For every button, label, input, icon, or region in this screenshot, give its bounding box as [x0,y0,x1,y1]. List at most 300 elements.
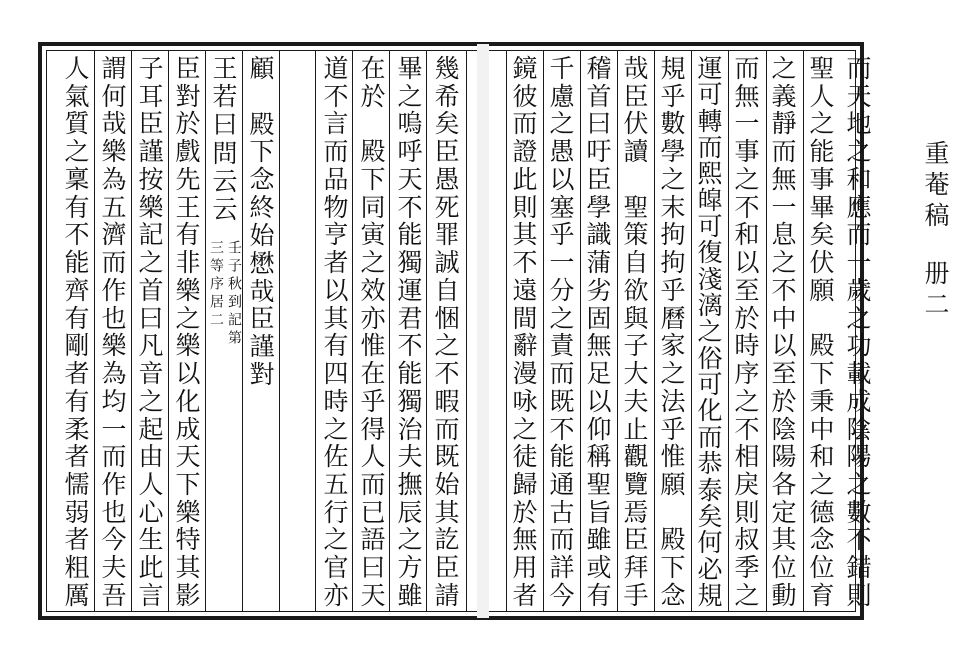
character: 同 [360,192,386,222]
character: 有 [586,580,612,610]
volume-label: 册二 [921,260,950,322]
character: 有 [175,220,201,250]
character: 應 [846,192,872,222]
character: 秉 [809,386,835,416]
character: 殿 [249,109,275,139]
character: 義 [771,81,797,111]
character: 錯 [846,553,872,583]
character: 以 [771,331,797,361]
character: 和 [809,442,835,472]
character: 哉 [101,109,127,139]
character: 大 [623,359,649,389]
character: 能 [809,137,835,167]
character: 樂 [175,331,201,361]
character: 之 [734,386,760,416]
character: 弱 [64,497,90,527]
character: 其 [323,303,349,333]
character: 質 [64,109,90,139]
character: 在 [360,54,386,83]
character: 下 [249,137,275,167]
character: 位 [771,553,797,583]
character: 願 [660,470,686,500]
character: 之 [809,470,835,500]
character: 之 [846,137,872,167]
character: 曰 [212,110,238,140]
character: 稱 [586,442,612,472]
character: 起 [138,414,164,444]
character: 功 [846,331,872,361]
character: 獨 [397,248,423,278]
character: 之 [846,470,872,500]
character: 得 [360,414,386,444]
character: 皡 [697,185,723,215]
text-column [95,56,133,608]
character: 而 [434,414,460,444]
character: 之 [771,248,797,278]
character: 曆 [660,303,686,333]
character: 臣 [249,304,275,334]
character: 稟 [64,164,90,194]
character: 仰 [586,414,612,444]
character: 相 [734,442,760,472]
character: 哉 [249,276,275,306]
character: 而 [734,54,760,83]
character: 夫 [623,386,649,416]
character [245,84,279,109]
character: 臣 [586,164,612,194]
character: 樂 [101,331,127,361]
character: 矣 [434,109,460,139]
character: 於 [360,81,386,111]
character: 也 [101,303,127,333]
character: 漫 [512,359,538,389]
character: 季 [734,553,760,583]
character: 之 [64,137,90,167]
character: 終 [249,193,275,223]
character: 特 [175,525,201,555]
character: 之 [323,414,349,444]
character: 責 [549,331,575,361]
annotation-line: 壬子秋到記第 [226,240,242,348]
character: 與 [623,303,649,333]
character: 之 [771,54,797,83]
character: 以 [323,275,349,305]
character: 首 [138,275,164,305]
character: 乎 [660,414,686,444]
character: 臣 [175,54,201,83]
character: 拘 [660,220,686,250]
character: 其 [175,553,201,583]
character: 聖 [623,192,649,222]
character: 既 [549,386,575,416]
character: 何 [101,81,127,111]
character: 子 [138,54,164,83]
character: 以 [586,386,612,416]
character: 學 [660,137,686,167]
text-column [506,56,544,608]
character: 之 [660,359,686,389]
character: 一 [101,414,127,444]
character: 於 [512,497,538,527]
character: 於 [175,109,201,139]
character: 之 [138,386,164,416]
character: 足 [586,359,612,389]
character: 先 [175,164,201,194]
character: 學 [586,192,612,222]
character: 此 [138,553,164,583]
character: 粗 [64,553,90,583]
character: 為 [101,164,127,194]
character: 官 [323,553,349,583]
character: 曰 [586,109,612,139]
character: 之 [734,164,760,194]
character: 厲 [64,580,90,610]
character: 者 [323,248,349,278]
text-column [243,56,281,387]
character: 請 [434,580,460,610]
character: 能 [397,359,423,389]
character: 者 [64,525,90,555]
character: 念 [249,165,275,195]
character: 可 [697,212,723,242]
character: 自 [434,275,460,305]
character: 殿 [360,137,386,167]
character: 子 [623,331,649,361]
text-column [840,56,878,608]
character: 其 [771,525,797,555]
character: 物 [323,192,349,222]
character: 則 [846,580,872,610]
character: 化 [697,396,723,426]
character: 四 [323,359,349,389]
character: 而 [360,470,386,500]
character: 分 [549,275,575,305]
character: 不 [64,220,90,250]
character: 方 [397,553,423,583]
column-rule [315,50,316,612]
character: 有 [64,303,90,333]
character: 千 [549,54,575,83]
character: 願 [809,275,835,305]
character: 五 [323,470,349,500]
character: 則 [512,192,538,222]
character: 拘 [660,248,686,278]
character: 育 [809,580,835,610]
character: 亦 [323,580,349,610]
character: 始 [249,220,275,250]
character: 殿 [660,525,686,555]
character: 通 [549,470,575,500]
character: 規 [697,580,723,610]
character: 淺 [697,264,723,294]
character: 死 [434,192,460,222]
character: 臣 [623,525,649,555]
character: 旨 [586,497,612,527]
character: 之 [549,109,575,139]
character: 悃 [434,303,460,333]
character: 不 [323,81,349,111]
character: 為 [101,359,127,389]
character: 詳 [549,553,575,583]
character: 識 [586,220,612,250]
character: 在 [360,359,386,389]
character: 有 [323,331,349,361]
character: 言 [323,109,349,139]
column-rule [466,50,467,612]
character: 復 [697,238,723,268]
character: 拜 [623,553,649,583]
character: 動 [771,580,797,610]
character: 或 [586,553,612,583]
character: 暇 [434,386,460,416]
character: 謹 [138,137,164,167]
character: 訖 [434,525,460,555]
character: 始 [434,470,460,500]
character: 臣 [138,109,164,139]
character: 謂 [101,54,127,83]
character: 佐 [323,442,349,472]
character: 泰 [697,475,723,505]
character: 人 [64,54,90,83]
character: 之 [846,303,872,333]
character: 影 [175,580,201,610]
character: 德 [809,497,835,527]
character: 不 [846,525,872,555]
character: 王 [175,192,201,222]
character: 至 [771,359,797,389]
character: 熙 [697,159,723,189]
character: 辭 [512,331,538,361]
character: 辰 [397,497,423,527]
character: 和 [734,220,760,250]
character: 證 [512,137,538,167]
character: 凡 [138,331,164,361]
character: 記 [138,220,164,250]
text-column [765,56,803,608]
character: 聖 [586,470,612,500]
character: 天 [846,81,872,111]
character: 蒲 [586,248,612,278]
character: 云 [212,194,238,224]
character: 夫 [397,442,423,472]
character: 作 [101,470,127,500]
character: 聖 [809,54,835,83]
character: 用 [512,553,538,583]
character: 剛 [64,331,90,361]
character: 已 [360,497,386,527]
character: 今 [101,525,127,555]
character: 今 [549,580,575,610]
character: 不 [512,248,538,278]
character: 柔 [64,414,90,444]
character: 此 [512,164,538,194]
character: 獨 [397,386,423,416]
page-fold [477,44,489,618]
character: 咏 [512,386,538,416]
character: 何 [697,528,723,558]
text-column [617,56,655,608]
character: 若 [212,82,238,112]
annotation-note [206,240,244,348]
character: 樂 [101,137,127,167]
character: 殿 [809,331,835,361]
character: 下 [660,553,686,583]
character: 鏡 [512,54,538,83]
character: 陰 [846,414,872,444]
character: 陰 [771,414,797,444]
text-column [132,56,170,608]
character: 能 [64,248,90,278]
character: 者 [512,580,538,610]
character: 塞 [549,192,575,222]
character: 之 [397,525,423,555]
character: 音 [138,359,164,389]
character: 之 [323,525,349,555]
character: 首 [586,81,612,111]
character: 以 [175,359,201,389]
character: 下 [360,164,386,194]
character: 矣 [809,220,835,250]
character: 固 [586,303,612,333]
character: 愚 [434,164,460,194]
character: 按 [138,164,164,194]
character: 家 [660,331,686,361]
character: 吾 [101,580,127,610]
character: 品 [323,164,349,194]
character: 策 [623,220,649,250]
character: 之 [549,303,575,333]
character: 道 [323,54,349,83]
character: 雖 [397,580,423,610]
character: 可 [697,80,723,110]
character: 不 [734,414,760,444]
character: 畢 [809,192,835,222]
character: 有 [64,386,90,416]
character: 而 [846,220,872,250]
character: 於 [771,386,797,416]
text-column [803,56,841,608]
character: 焉 [623,497,649,527]
character: 不 [771,275,797,305]
character: 劣 [586,275,612,305]
character: 樂 [138,192,164,222]
character: 時 [734,331,760,361]
character: 漓 [697,291,723,321]
text-column [428,56,466,608]
character: 而 [323,137,349,167]
character: 無 [512,525,538,555]
character: 戲 [175,137,201,167]
character: 俗 [697,343,723,373]
character: 叔 [734,525,760,555]
character: 數 [846,497,872,527]
character: 定 [771,497,797,527]
character: 讀 [623,137,649,167]
character: 者 [64,442,90,472]
character: 彼 [512,81,538,111]
character: 乎 [360,386,386,416]
character: 希 [434,81,460,111]
character: 氣 [64,81,90,111]
character: 手 [623,580,649,610]
book-title: 重菴稿 [921,140,950,233]
character: 法 [660,386,686,416]
character: 治 [397,414,423,444]
character: 惟 [660,442,686,472]
character: 呼 [397,137,423,167]
character: 伏 [623,109,649,139]
annotation-line: 三等序居二 [208,240,224,330]
character: 亦 [360,303,386,333]
character: 對 [175,81,201,111]
character: 地 [846,109,872,139]
character: 之 [138,248,164,278]
character: 非 [175,248,201,278]
character: 慮 [549,81,575,111]
character: 能 [549,442,575,472]
character: 中 [771,303,797,333]
character: 位 [809,553,835,583]
character: 各 [771,470,797,500]
character: 懦 [64,470,90,500]
character: 人 [809,81,835,111]
character: 作 [101,275,127,305]
character: 自 [623,248,649,278]
character: 其 [434,497,460,527]
character: 而 [697,422,723,452]
character: 觀 [623,442,649,472]
character: 有 [64,192,90,222]
character: 行 [323,497,349,527]
character: 而 [549,525,575,555]
character [805,306,839,331]
character: 由 [138,442,164,472]
character: 乎 [549,220,575,250]
character: 天 [360,580,386,610]
text-column [580,56,618,608]
character: 天 [175,442,201,472]
character: 惟 [360,331,386,361]
character: 吁 [586,137,612,167]
character: 濟 [101,220,127,250]
character: 幾 [434,54,460,83]
text-column [654,56,692,608]
character: 罪 [434,220,460,250]
character: 臣 [434,137,460,167]
character: 和 [846,164,872,194]
character: 曰 [360,553,386,583]
character: 以 [734,248,760,278]
character: 而 [697,133,723,163]
character: 欲 [623,275,649,305]
character: 而 [846,54,872,83]
character: 轉 [697,106,723,136]
character: 均 [101,386,127,416]
character: 愚 [549,137,575,167]
character: 無 [586,331,612,361]
character: 誠 [434,248,460,278]
character: 畢 [397,54,423,83]
character [656,500,690,525]
character: 運 [397,275,423,305]
character: 矣 [697,501,723,531]
character: 念 [660,580,686,610]
character: 一 [846,248,872,278]
character: 戾 [734,470,760,500]
character: 化 [175,386,201,416]
character: 不 [734,192,760,222]
character: 臣 [434,553,460,583]
